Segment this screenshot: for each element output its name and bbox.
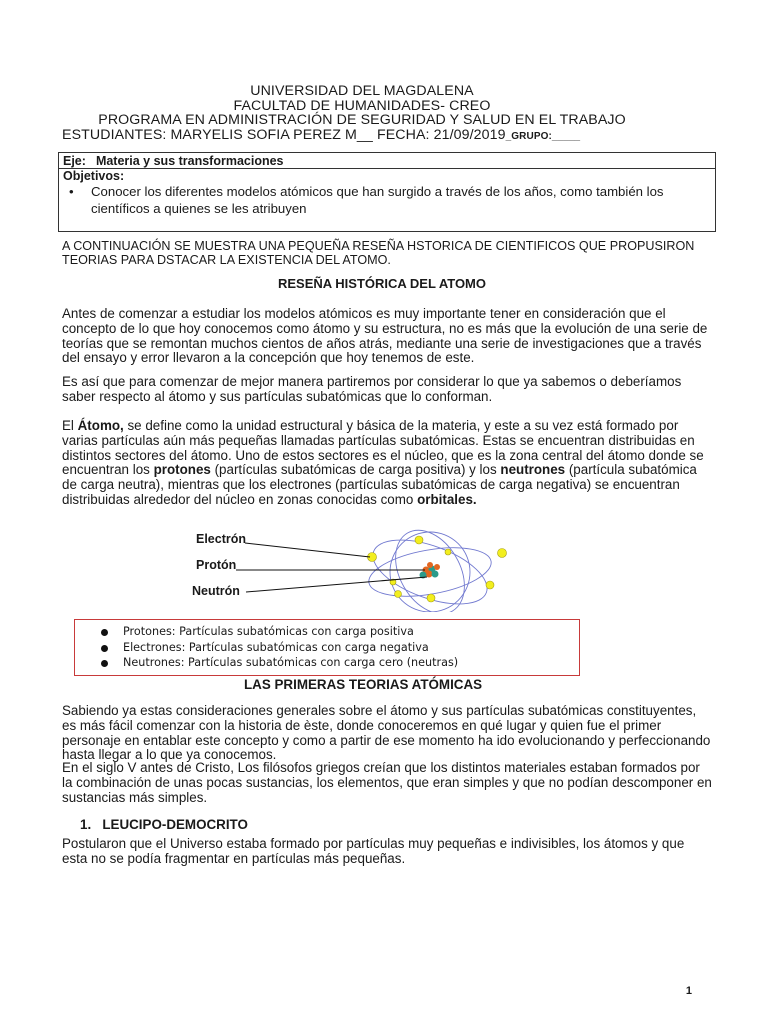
electron-dot bbox=[427, 594, 435, 602]
group-text: _GRUPO:_____ bbox=[505, 130, 581, 142]
electron-dot bbox=[445, 549, 451, 555]
proton-dot bbox=[434, 564, 440, 570]
electron-dot bbox=[498, 549, 507, 558]
paragraph-3 bbox=[62, 419, 712, 508]
paragraph-2: Es así que para comenzar de mejor manera partiremos por considerar lo que ya sabemos o deberíamos saber respecto al átomo y sus partículas subatómicas que lo conforman. bbox=[62, 374, 682, 404]
students-text: ESTUDIANTES: MARYELIS SOFIA PEREZ M__ FECHA: 21/09/2019 bbox=[62, 126, 506, 143]
proton-label: Protón bbox=[196, 558, 237, 572]
intro-text: A CONTINUACIÓN SE MUESTRA UNA PEQUEÑA RESEÑA HSTORICA DE CIENTIFICOS QUE PROPUSIRON TEORIAS PARA DSTACAR LA EXISTENCIA DEL ATOMO. bbox=[62, 239, 695, 267]
objetivos-label: Objetivos: bbox=[63, 169, 125, 183]
paragraph-4: Sabiendo ya estas consideraciones generales sobre el átomo y sus partículas subatómicas constituyentes, es más fácil comenzar con la historia de èste, donde conoceremos en qué lugar y quien fue el primer personaje en entablar este concepto y como a partir de ese momento ha ido evolucionando y perfeccionando hasta llegar a lo que ya conocemos. bbox=[62, 703, 711, 763]
eje-label: Eje: bbox=[63, 154, 86, 168]
particle-item bbox=[123, 625, 414, 638]
p3-protones: protones bbox=[153, 462, 211, 478]
proton-dot bbox=[427, 562, 433, 568]
page-number: 1 bbox=[685, 985, 692, 997]
particle-text: Protones: Partículas subatómicas con carga positiva bbox=[123, 625, 414, 638]
pointer-lines bbox=[236, 543, 427, 592]
faculty-name: FACULTAD DE HUMANIDADES- CREO bbox=[233, 97, 491, 114]
document-header bbox=[62, 84, 662, 144]
students-line bbox=[62, 128, 662, 145]
p3-text-4: (partícula subatómica de carga neutra), mientras que los electrones (partículas subatómicas de carga negativa) se encuentran distribuidas alrededor del núcleo en zonas conocidas como bbox=[62, 462, 697, 507]
objectives-box bbox=[58, 152, 716, 232]
electron-dot bbox=[415, 536, 423, 544]
bullet-icon bbox=[101, 660, 108, 667]
p3-orbitales: orbitales. bbox=[417, 491, 477, 507]
atom-diagram bbox=[190, 522, 520, 612]
particle-text: Electrones: Partículas subatómicas con carga negativa bbox=[123, 641, 429, 654]
p3-neutrones: neutrones bbox=[500, 462, 566, 478]
neutron-label: Neutrón bbox=[192, 584, 240, 598]
particle-text: Neutrones: Partículas subatómicas con carga cero (neutras) bbox=[123, 656, 459, 669]
particles-box bbox=[74, 619, 580, 676]
objetivo-text: Conocer los diferentes modelos atómicos que han surgido a través de los años, como también los científicos a quienes se les atribuyen bbox=[91, 184, 664, 216]
proton-dot bbox=[426, 571, 433, 578]
eje-row bbox=[59, 153, 715, 169]
objetivos-row bbox=[59, 169, 715, 231]
bullet-icon bbox=[101, 629, 108, 636]
paragraph-1: Antes de comenzar a estudiar los modelos atómicos es muy importante tener en consideración que el concepto de lo que hoy conocemos como átomo y su estructura, no es más que la evolución de una serie de teorías que se remontan muchos cientos de años atrás, mediante una serie de investigaciones que a través del ensayo y error llevaron a la concepción que hoy tenemos de este. bbox=[62, 306, 708, 366]
neutron-dot bbox=[432, 571, 439, 578]
objetivo-item bbox=[69, 183, 706, 217]
p3-atomo: Átomo, bbox=[77, 418, 124, 433]
particle-item bbox=[123, 641, 429, 654]
p3-text-2: se define como la unidad estructural y básica de la materia, y este a su vez está formado por varias partículas aún más pequeñas llamadas partículas subatómicas. Estas se encuentran distribuidas en distintos sectores del átomo. Uno de estos sectores es el núcleo, que es la zona central del átomo donde se encuentran los bbox=[62, 418, 704, 478]
eje-value: Materia y sus transformaciones bbox=[95, 154, 284, 168]
electron-label: Electrón bbox=[196, 532, 247, 546]
section-1-number: 1. bbox=[80, 817, 92, 832]
program-name: PROGRAMA EN ADMINISTRACIÓN DE SEGURIDAD Y SALUD EN EL TRABAJO bbox=[98, 112, 626, 128]
electron-pointer bbox=[245, 543, 370, 557]
bullet-icon: • bbox=[69, 184, 74, 199]
paragraph-6: Postularon que el Universo estaba formado por partículas muy pequeñas e indivisibles, los átomos y que esta no se podía fragmentar en partículas más pequeñas. bbox=[62, 836, 685, 866]
title-resena: RESEÑA HISTÓRICA DEL ATOMO bbox=[277, 276, 486, 291]
p3-text-3: (partículas subatómicas de carga positiva) y los bbox=[210, 462, 501, 478]
title-teorias: LAS PRIMERAS TEORIAS ATÓMICAS bbox=[244, 677, 483, 692]
p3-text-1: El bbox=[62, 418, 78, 433]
bullet-icon bbox=[101, 645, 108, 652]
particle-item bbox=[123, 656, 458, 669]
section-1-title bbox=[80, 817, 248, 832]
electron-dot bbox=[486, 581, 494, 589]
neutron-pointer bbox=[246, 577, 427, 592]
university-name: UNIVERSIDAD DEL MAGDALENA bbox=[250, 83, 474, 99]
electron-dot bbox=[395, 591, 402, 598]
section-1-name: LEUCIPO-DEMOCRITO bbox=[102, 817, 248, 832]
paragraph-5: En el siglo V antes de Cristo, Los filósofos griegos creían que los distintos materiales estaban formados por la combinación de unas pocas sustancias, los elementos, que eran simples y que no podían descomponer en sustancias más simples. bbox=[62, 760, 712, 805]
